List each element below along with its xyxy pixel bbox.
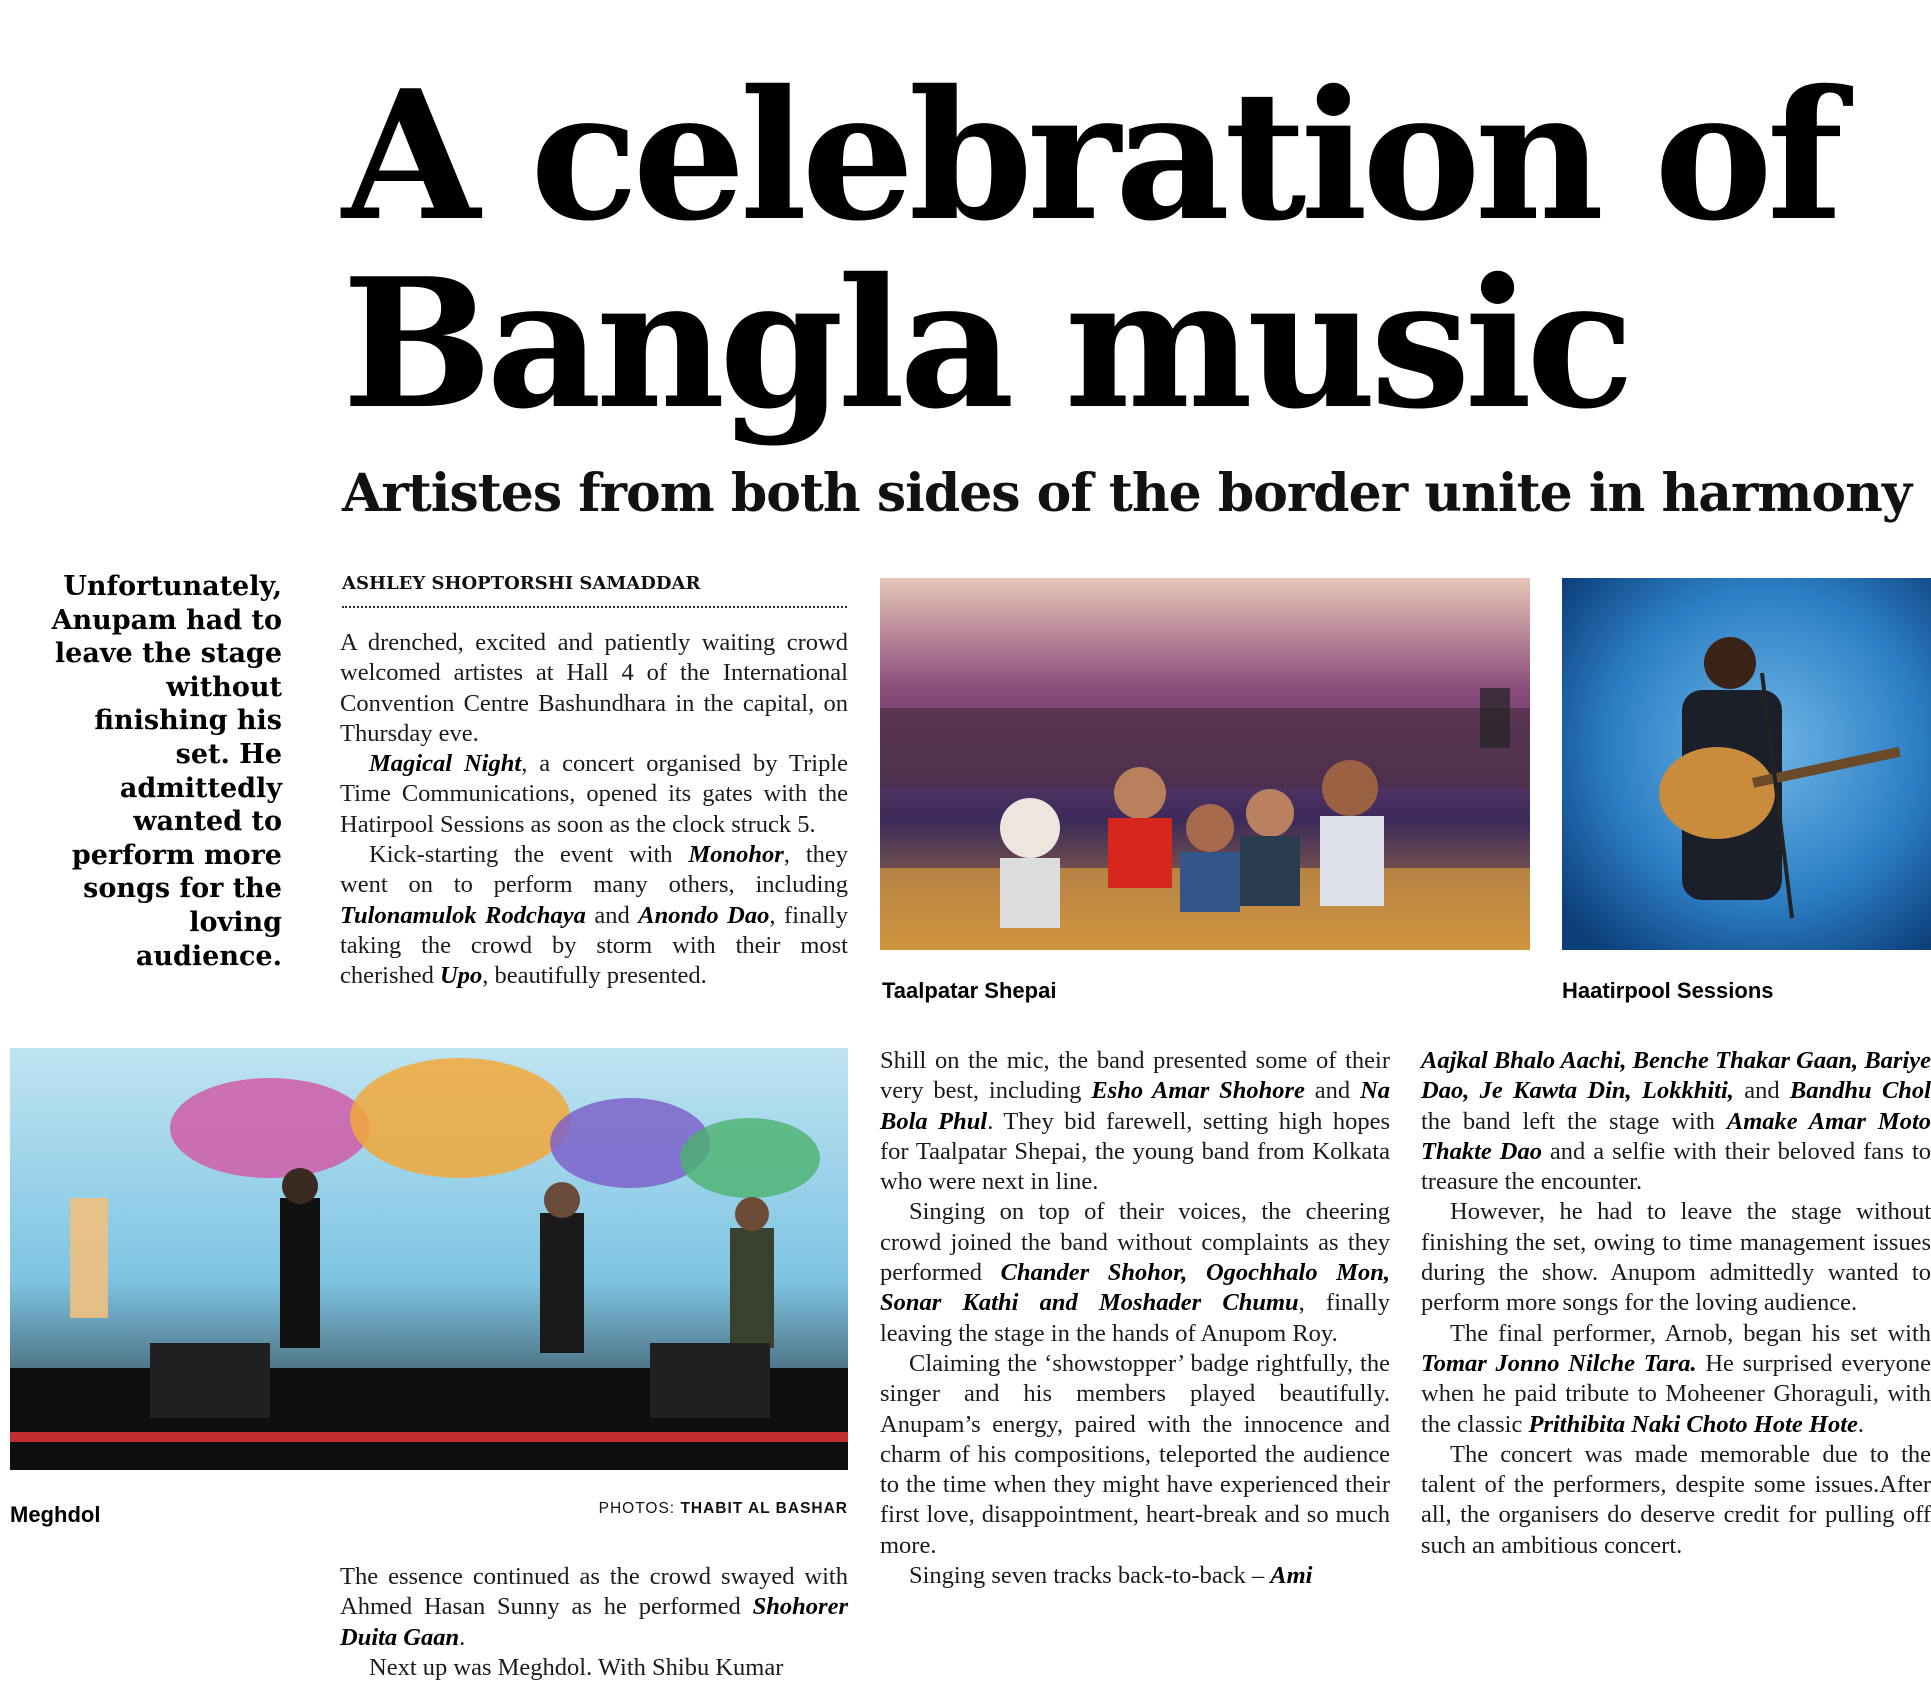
paragraph: Next up was Meghdol. With Shibu Kumar: [369, 1653, 784, 1681]
article-column-2: [880, 1046, 1390, 1591]
song-title: Monohor: [688, 841, 784, 869]
song-title: Chander Shohor, Ogochhalo Mon, Sonar Kathi and Moshader Chumu: [880, 1259, 1390, 1317]
paragraph: The concert was made memorable due to the talent of the performers, despite some issues.After all, the organisers do deserve credit for pulling off such an ambitious concert.: [1421, 1440, 1931, 1559]
song-title: Na Bola Phul: [880, 1077, 1391, 1135]
article-column-3: [1421, 1046, 1931, 1561]
photo-caption-haatirpool: Haatirpool Sessions: [1562, 978, 1774, 1003]
pull-quote: Unfortunately, Anupam had to leave the stage without finishing his set. He admittedly wanted to perform more songs for the loving audience.: [51, 571, 282, 972]
paragraph: Claiming the ‘showstopper’ badge rightfully, the singer and his members played beautifully. Anupam’s energy, paired with the innocence and charm of his compositions, teleported the audience to the time when they might have experienced their first love, disappointment, heart-break and so much more.: [880, 1349, 1390, 1559]
song-title: Esho Amar Shohore: [1091, 1077, 1305, 1105]
song-title: Ami: [1270, 1562, 1313, 1590]
photo-credit-label: PHOTOS:: [598, 1500, 676, 1517]
article-column-1: [340, 628, 848, 992]
song-title: Anondo Dao: [638, 901, 770, 929]
headline: [342, 51, 1902, 448]
photo-caption-meghdol: Meghdol: [10, 1502, 101, 1527]
song-title: Amake Amar Moto Thakte Dao: [1421, 1107, 1931, 1165]
paragraph: However, he had to leave the stage without finishing the set, owing to time management issues during the show. Anupom admittedly wanted to perform more songs for the loving audience.: [1421, 1198, 1931, 1317]
song-title: Shohorer Duita Gaan: [340, 1593, 848, 1651]
song-title: Upo: [440, 962, 483, 990]
byline: ASHLEY SHOPTORSHI SAMADDAR: [342, 572, 847, 608]
song-title: Tulonamulok Rodchaya: [340, 901, 586, 929]
photo-meghdol: [10, 1048, 848, 1470]
paragraph: Aajkal Bhalo Aachi, Benche Thakar Gaan, Bariye Dao, Je Kawta Din, Lokkhiti, and Bandhu Chol the band left the stage with Amake Amar Moto Thakte Dao and a selfie with their beloved fans to treasure the encounter.: [1421, 1047, 1931, 1196]
song-title: Bandhu Chol: [1789, 1077, 1931, 1105]
deck-subheadline: Artistes from both sides of the border unite in harmony: [342, 463, 1912, 524]
photo-credit: [520, 1500, 848, 1518]
paragraph: Singing on top of their voices, the cheering crowd joined the band without complaints as they performed Chander Shohor, Ogochhalo Mon, Sonar Kathi and Moshader Chumu, finally leaving the stage in the hands of Anupom Roy.: [880, 1198, 1390, 1347]
song-title: Tomar Jonno Nilche Tara.: [1421, 1349, 1697, 1377]
paragraph: Kick-starting the event with Monohor, they went on to perform many others, including Tulonamulok Rodchaya and Anondo Dao, finally taking the crowd by storm with their most cherished Upo, beautifully presented.: [340, 841, 848, 990]
paragraph: Singing seven tracks back-to-back – Ami: [909, 1562, 1313, 1590]
paragraph: The essence continued as the crowd swayed with Ahmed Hasan Sunny as he performed Shohorer Duita Gaan.: [340, 1563, 848, 1651]
headline-line-2: Bangla music: [342, 239, 1629, 448]
headline-line-1: A celebration of: [342, 51, 1838, 260]
paragraph: Magical Night, a concert organised by Triple Time Communications, opened its gates with the Hatirpool Sessions as soon as the clock struck 5.: [340, 750, 848, 838]
event-name: Magical Night: [369, 750, 522, 778]
song-title: Aajkal Bhalo Aachi, Benche Thakar Gaan, Bariye Dao, Je Kawta Din, Lokkhiti,: [1421, 1047, 1931, 1105]
photo-haatirpool-sessions: [1562, 578, 1931, 950]
photo-credit-name: THABIT AL BASHAR: [680, 1500, 848, 1517]
paragraph: Shill on the mic, the band presented some of their very best, including Esho Amar Shohore and Na Bola Phul. They bid farewell, setting high hopes for Taalpatar Shepai, the young band from Kolkata who were next in line.: [880, 1047, 1391, 1196]
article-column-1-continued: [340, 1562, 848, 1683]
photo-taalpatar-shepai: [880, 578, 1530, 950]
paragraph: The final performer, Arnob, began his set with Tomar Jonno Nilche Tara. He surprised everyone when he paid tribute to Moheener Ghoraguli, with the classic Prithibita Naki Choto Hote Hote.: [1421, 1319, 1931, 1438]
photo-caption-taalpatar: Taalpatar Shepai: [882, 978, 1057, 1003]
song-title: Prithibita Naki Choto Hote Hote: [1528, 1410, 1858, 1438]
paragraph: A drenched, excited and patiently waiting crowd welcomed artistes at Hall 4 of the International Convention Centre Bashundhara in the capital, on Thursday eve.: [340, 629, 848, 747]
